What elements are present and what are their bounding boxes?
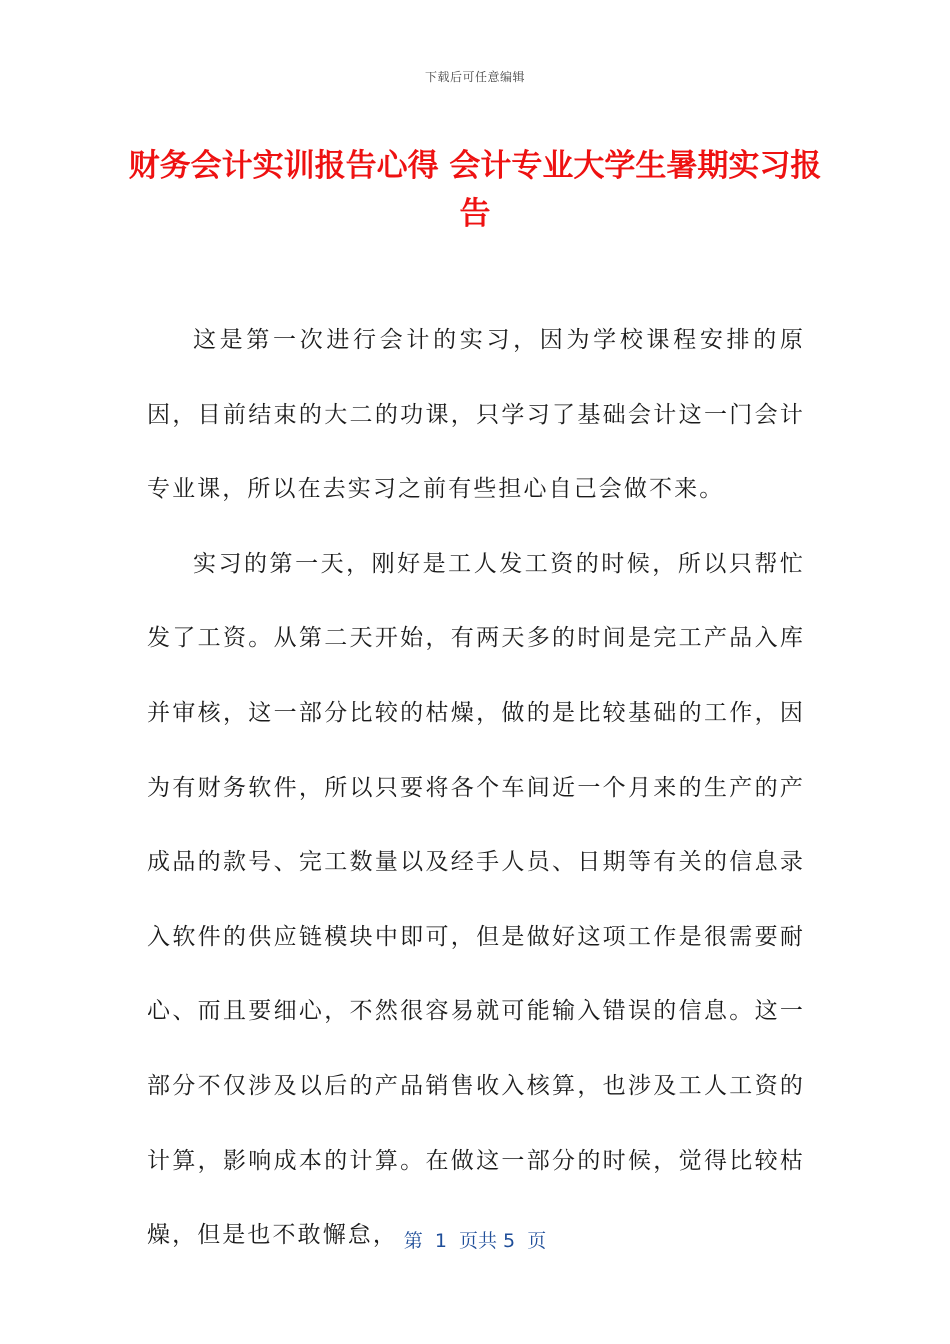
page-header: 下载后可任意编辑 <box>424 70 525 84</box>
paragraph-1: 这是第一次进行会计的实习，因为学校课程安排的原因，目前结束的大二的功课，只学习了基础会计这一门会计专业课，所以在去实习之前有些担心自己会做不来。 <box>147 327 805 503</box>
paragraph-2: 实习的第一天，刚好是工人发工资的时候，所以只帮忙发了工资。从第二天开始，有两天多的时间是完工产品入库并审核，这一部分比较的枯燥，做的是比较基础的工作，因为有财务软件，所以只要将各个车间近一个月来的生产的产成品的款号、完工数量以及经手人员、日期等有关的信息录入软件的供应链模块中即可，但是做好这项工作是很需要耐心、而且要细心，不然很容易就可能输入错误的信息。这一部分不仅涉及以后的产品销售收入核算，也涉及工人工资的计算，影响成本的计算。在做这一部分的时候，觉得比较枯燥，但是也不敢懈怠， <box>147 550 805 1249</box>
document-body <box>147 303 805 1273</box>
page-footer: 第 1 页共 5 页 <box>403 1230 547 1252</box>
document-title: 财务会计实训报告心得 会计专业大学生暑期实习报告 <box>128 148 822 232</box>
